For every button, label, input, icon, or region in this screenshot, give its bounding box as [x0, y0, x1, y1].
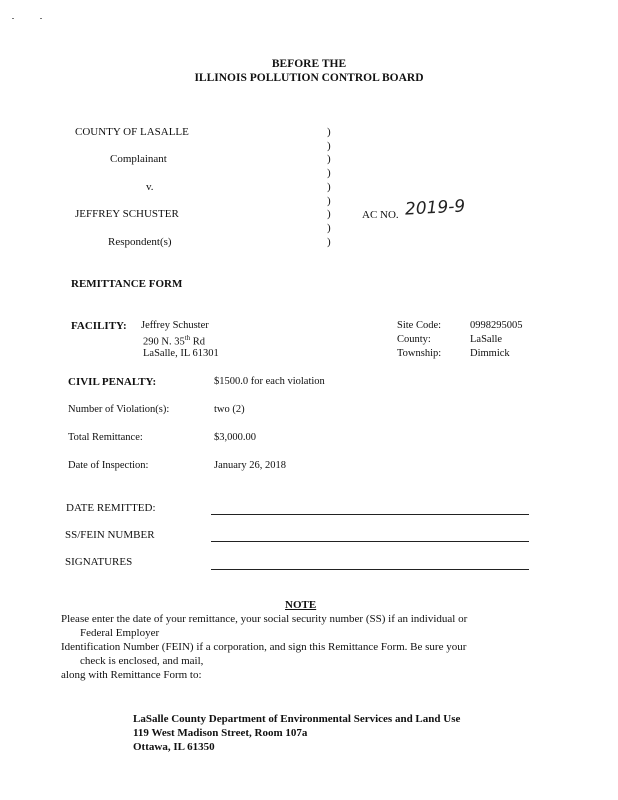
case-number-label: AC NO.: [362, 209, 399, 221]
defendant-name: JEFFREY SCHUSTER: [75, 208, 179, 220]
facility-city: LaSalle, IL 61301: [143, 348, 219, 359]
note-line-3: Identification Number (FEIN) if a corporation, and sign this Remittance Form. Be sure your: [61, 641, 467, 653]
scan-speck: [12, 18, 14, 19]
township-label: Township:: [397, 348, 442, 359]
address-line-1: LaSalle County Department of Environmental Services and Land Use: [133, 713, 461, 725]
total-remittance-value: $3,000.00: [214, 432, 256, 443]
form-title: REMITTANCE FORM: [71, 278, 183, 290]
scan-speck: [40, 18, 42, 19]
note-title: NOTE: [285, 599, 317, 611]
header-line-1: BEFORE THE: [271, 58, 347, 70]
facility-label: FACILITY:: [71, 320, 127, 332]
plaintiff-role: Complainant: [110, 153, 167, 165]
county-value: LaSalle: [470, 334, 503, 345]
violations-value: two (2): [214, 404, 245, 415]
defendant-role: Respondent(s): [108, 236, 172, 248]
civil-penalty-label: CIVIL PENALTY:: [68, 376, 157, 388]
violations-label: Number of Violation(s):: [68, 404, 170, 415]
date-remitted-line[interactable]: [211, 514, 529, 515]
note-line-4: check is enclosed, and mail,: [80, 655, 204, 667]
versus: v.: [146, 181, 154, 193]
site-code-label: Site Code:: [397, 320, 442, 331]
facility-street: 290 N. 35th Rd: [143, 334, 206, 348]
inspection-date-value: January 26, 2018: [214, 460, 287, 471]
date-remitted-label: DATE REMITTED:: [66, 502, 156, 514]
inspection-date-label: Date of Inspection:: [68, 460, 149, 471]
ss-fein-label: SS/FEIN NUMBER: [65, 529, 155, 541]
signatures-line[interactable]: [211, 569, 529, 570]
caption-parentheses: ) ) ) ) ) ) ) ) ): [327, 126, 331, 248]
note-line-1: Please enter the date of your remittance, your social security number (SS) if an individual or: [61, 613, 468, 625]
address-line-3: Ottawa, IL 61350: [133, 741, 215, 753]
site-code-value: 0998295005: [470, 320, 523, 331]
township-value: Dimmick: [470, 348, 510, 359]
plaintiff-name: COUNTY OF LASALLE: [75, 126, 189, 138]
signatures-label: SIGNATURES: [65, 556, 133, 568]
county-label: County:: [397, 334, 431, 345]
ss-fein-line[interactable]: [211, 541, 529, 542]
header-line-2: ILLINOIS POLLUTION CONTROL BOARD: [194, 72, 424, 84]
civil-penalty-value: $1500.0 for each violation: [214, 376, 325, 387]
address-line-2: 119 West Madison Street, Room 107a: [133, 727, 308, 739]
case-number-handwritten: 2019-9: [404, 196, 466, 220]
note-line-5: along with Remittance Form to:: [61, 669, 202, 681]
facility-name: Jeffrey Schuster: [141, 320, 209, 331]
total-remittance-label: Total Remittance:: [68, 432, 143, 443]
note-line-2: Federal Employer: [80, 627, 160, 639]
